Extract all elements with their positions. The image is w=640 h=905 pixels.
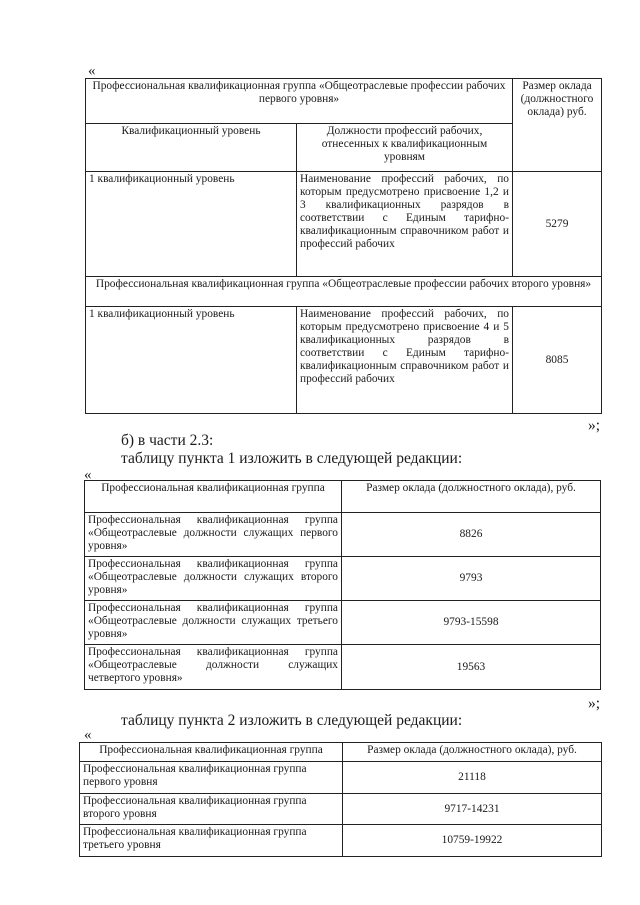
table-row-salary: 21118: [343, 762, 602, 794]
group2-title: Профессиональная квалификационная группа «Общеотраслевые профессии рабочих второго уровня»: [86, 277, 602, 307]
paragraph-table1: таблицу пункта 1 изложить в следующей редакции:: [121, 450, 463, 467]
row2-level: 1 квалификационный уровень: [86, 307, 297, 414]
close-quote: »;: [588, 695, 601, 712]
header-group: Профессиональная квалификационная группа: [85, 481, 342, 513]
header-group: Профессиональная квалификационная группа: [80, 743, 343, 762]
table-row-group: Профессиональная квалификационная группа «Общеотраслевые должности служащих третьего уровня»: [85, 601, 342, 645]
row1-level: 1 квалификационный уровень: [86, 172, 297, 277]
table-row-salary: 19563: [342, 645, 601, 690]
table-row-salary: 9793: [342, 557, 601, 601]
table-row-group: Профессиональная квалификационная группа третьего уровня: [80, 825, 343, 857]
close-quote: »;: [588, 417, 601, 434]
table-row-salary: 9717-14231: [343, 794, 602, 825]
table-row-salary: 10759-19922: [343, 825, 602, 857]
row1-description: Наименование профессий рабочих, по которым предусмотрено присвоение 1,2 и 3 квалификационных разрядов в соответствии с Единым тарифно-квалификационным справочником работ и профессий рабочих: [297, 172, 513, 277]
table-row-salary: 9793-15598: [342, 601, 601, 645]
header-salary: Размер оклада (должностного оклада), руб.: [342, 481, 601, 513]
paragraph-table2: таблицу пункта 2 изложить в следующей редакции:: [121, 712, 463, 729]
open-quote: «: [84, 727, 92, 743]
table-row-group: Профессиональная квалификационная группа «Общеотраслевые должности служащих первого уровня»: [85, 513, 342, 557]
row2-salary: 8085: [513, 307, 602, 414]
open-quote: «: [84, 467, 92, 483]
positions-header: Должности профессий рабочих, отнесенных к квалификационным уровням: [297, 124, 513, 172]
group1-title: Профессиональная квалификационная группа «Общеотраслевые профессии рабочих первого уровня»: [86, 79, 513, 124]
table-worker-professions: [85, 78, 602, 414]
table-row-group: Профессиональная квалификационная группа «Общеотраслевые должности служащих четвертого уровня»: [85, 645, 342, 690]
table-row-group: Профессиональная квалификационная группа второго уровня: [80, 794, 343, 825]
paragraph-b: б) в части 2.3:: [121, 432, 214, 449]
row2-description: Наименование профессий рабочих, по которым предусмотрено присвоение 4 и 5 квалификационных разрядов в соответствии с Единым тарифно-квалификационным справочником работ и профессий рабочих: [297, 307, 513, 414]
table-employee-positions: [84, 480, 601, 690]
salary-header: Размер оклада (должностного оклада) руб.: [513, 79, 602, 172]
table-row-group: Профессиональная квалификационная группа первого уровня: [80, 762, 343, 794]
row1-salary: 5279: [513, 172, 602, 277]
open-quote: «: [88, 63, 96, 79]
table-row-group: Профессиональная квалификационная группа «Общеотраслевые должности служащих второго уровня»: [85, 557, 342, 601]
level-header: Квалификационный уровень: [86, 124, 297, 172]
table-row-salary: 8826: [342, 513, 601, 557]
header-salary: Размер оклада (должностного оклада), руб.: [343, 743, 602, 762]
table-qualification-groups: [79, 742, 602, 857]
